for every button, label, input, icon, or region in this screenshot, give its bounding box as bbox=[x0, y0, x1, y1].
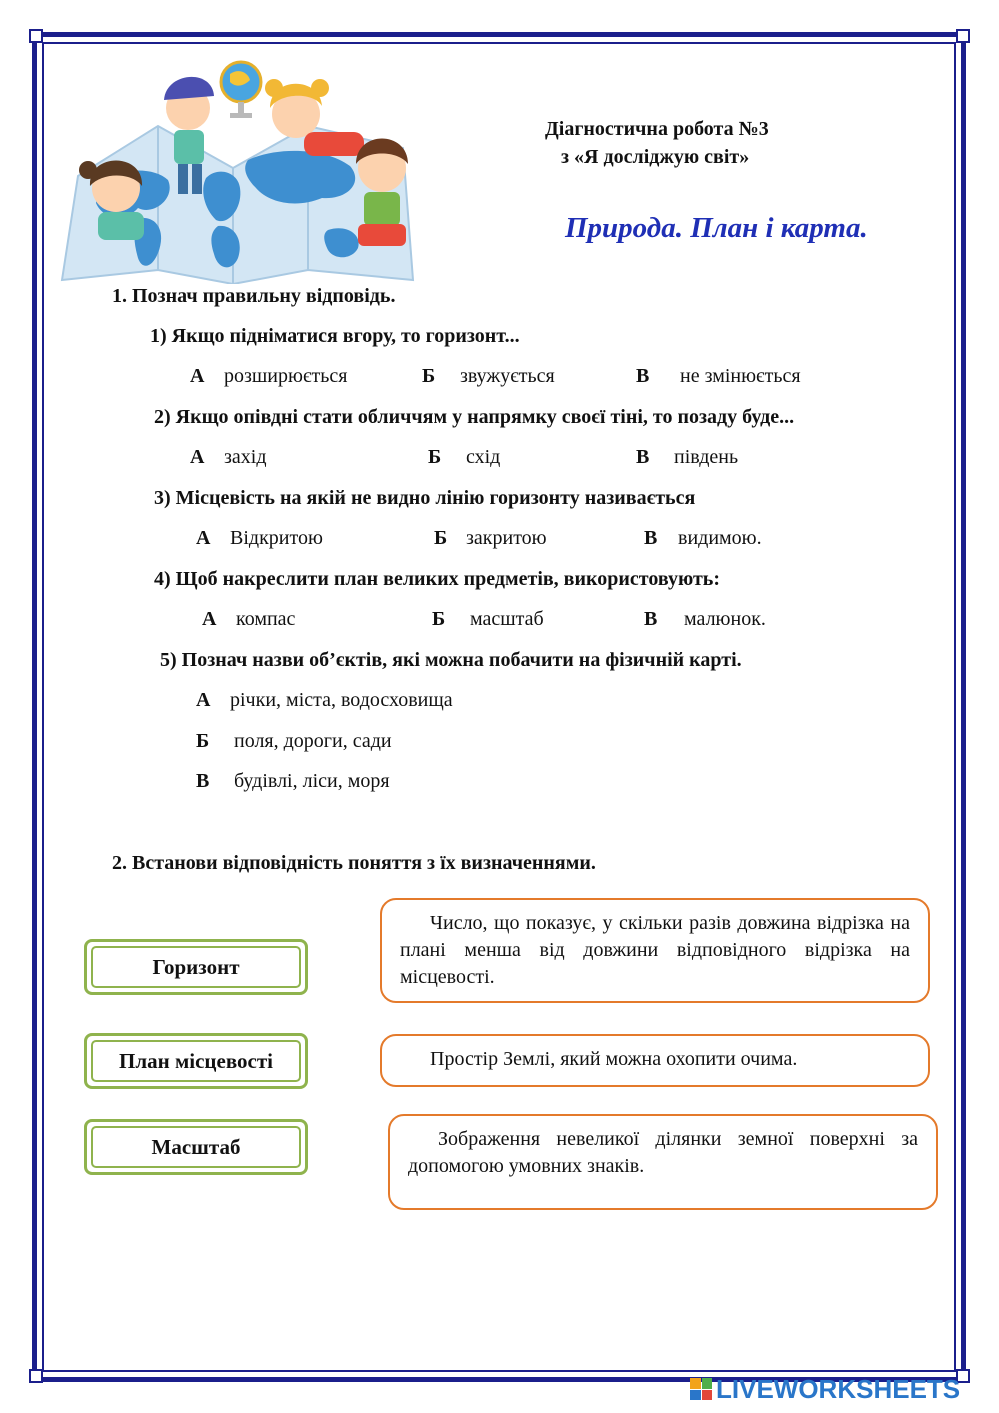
term-card-terrain-plan[interactable] bbox=[84, 1033, 308, 1089]
q4-option-b[interactable]: масштаб bbox=[470, 608, 544, 630]
q1-option-a[interactable]: розширюється bbox=[224, 365, 348, 387]
option-letter: А bbox=[196, 689, 211, 711]
q1-option-c[interactable]: не змінюється bbox=[680, 365, 801, 387]
option-letter: В bbox=[644, 608, 658, 630]
q5-option-a[interactable]: річки, міста, водосховища bbox=[230, 689, 453, 711]
option-letter: А bbox=[202, 608, 217, 630]
option-letter: А bbox=[190, 365, 205, 387]
option-letter: Б bbox=[434, 527, 448, 549]
question-3: 3) Місцевість на якій не видно лінію горизонту називається bbox=[154, 487, 696, 509]
definition-card-3[interactable] bbox=[388, 1114, 938, 1210]
q2-option-a[interactable]: захід bbox=[224, 446, 267, 468]
option-letter: Б bbox=[196, 730, 210, 752]
definition-text: Простір Землі, який можна охопити очима. bbox=[430, 1048, 798, 1070]
question-1: 1) Якщо підніматися вгору, то горизонт... bbox=[150, 325, 520, 347]
term-card-horizon[interactable] bbox=[84, 939, 308, 995]
frame-corner bbox=[956, 29, 970, 43]
frame-corner bbox=[29, 29, 43, 43]
kids-world-map-illustration bbox=[58, 48, 418, 284]
option-letter: В bbox=[644, 527, 658, 549]
task1-title: 1. Познач правильну відповідь. bbox=[112, 285, 396, 307]
question-5: 5) Познач назви об’єктів, які можна побачити на фізичній карті. bbox=[160, 649, 742, 671]
liveworksheets-logo-icon bbox=[690, 1378, 712, 1400]
watermark-text: LIVEWORKSHEETS bbox=[716, 1373, 961, 1404]
q3-option-c[interactable]: видимою. bbox=[678, 527, 762, 549]
q3-option-a[interactable]: Відкритою bbox=[230, 527, 323, 549]
term-label: План місцевості bbox=[91, 1040, 301, 1082]
option-letter: В bbox=[196, 770, 210, 792]
definition-card-1[interactable] bbox=[380, 898, 930, 1003]
frame-corner bbox=[29, 1369, 43, 1383]
q4-option-c[interactable]: малюнок. bbox=[684, 608, 766, 630]
option-letter: Б bbox=[422, 365, 436, 387]
document-title: Діагностична робота №3 bbox=[545, 118, 769, 140]
option-letter: В bbox=[636, 365, 650, 387]
option-letter: А bbox=[196, 527, 211, 549]
option-letter: Б bbox=[432, 608, 446, 630]
option-letter: А bbox=[190, 446, 205, 468]
question-2: 2) Якщо опівдні стати обличчям у напрямку своєї тіні, то позаду буде... bbox=[154, 406, 795, 428]
document-subtitle: Природа. План і карта. bbox=[565, 212, 868, 244]
definition-text: Зображення невеликої ділянки земної поверхні за допомогою умовних знаків. bbox=[408, 1128, 918, 1177]
term-label: Горизонт bbox=[91, 946, 301, 988]
q5-option-c[interactable]: будівлі, ліси, моря bbox=[234, 770, 390, 792]
document-course: з «Я досліджую світ» bbox=[561, 146, 750, 168]
definition-text: Число, що показує, у скільки разів довжина відрізка на плані менша від довжини відповідного відрізка на місцевості. bbox=[400, 912, 910, 988]
option-letter: В bbox=[636, 446, 650, 468]
task2-title: 2. Встанови відповідність поняття з їх визначеннями. bbox=[112, 852, 596, 874]
q2-option-b[interactable]: схід bbox=[466, 446, 501, 468]
liveworksheets-watermark bbox=[690, 1374, 960, 1404]
q4-option-a[interactable]: компас bbox=[236, 608, 296, 630]
term-label: Масштаб bbox=[91, 1126, 301, 1168]
q2-option-c[interactable]: південь bbox=[674, 446, 739, 468]
definition-card-2[interactable] bbox=[380, 1034, 930, 1087]
option-letter: Б bbox=[428, 446, 442, 468]
q1-option-b[interactable]: звужується bbox=[460, 365, 555, 387]
question-4: 4) Щоб накреслити план великих предметів, використовують: bbox=[154, 568, 721, 590]
q5-option-b[interactable]: поля, дороги, сади bbox=[234, 730, 392, 752]
q3-option-b[interactable]: закритою bbox=[466, 527, 547, 549]
term-card-scale[interactable] bbox=[84, 1119, 308, 1175]
